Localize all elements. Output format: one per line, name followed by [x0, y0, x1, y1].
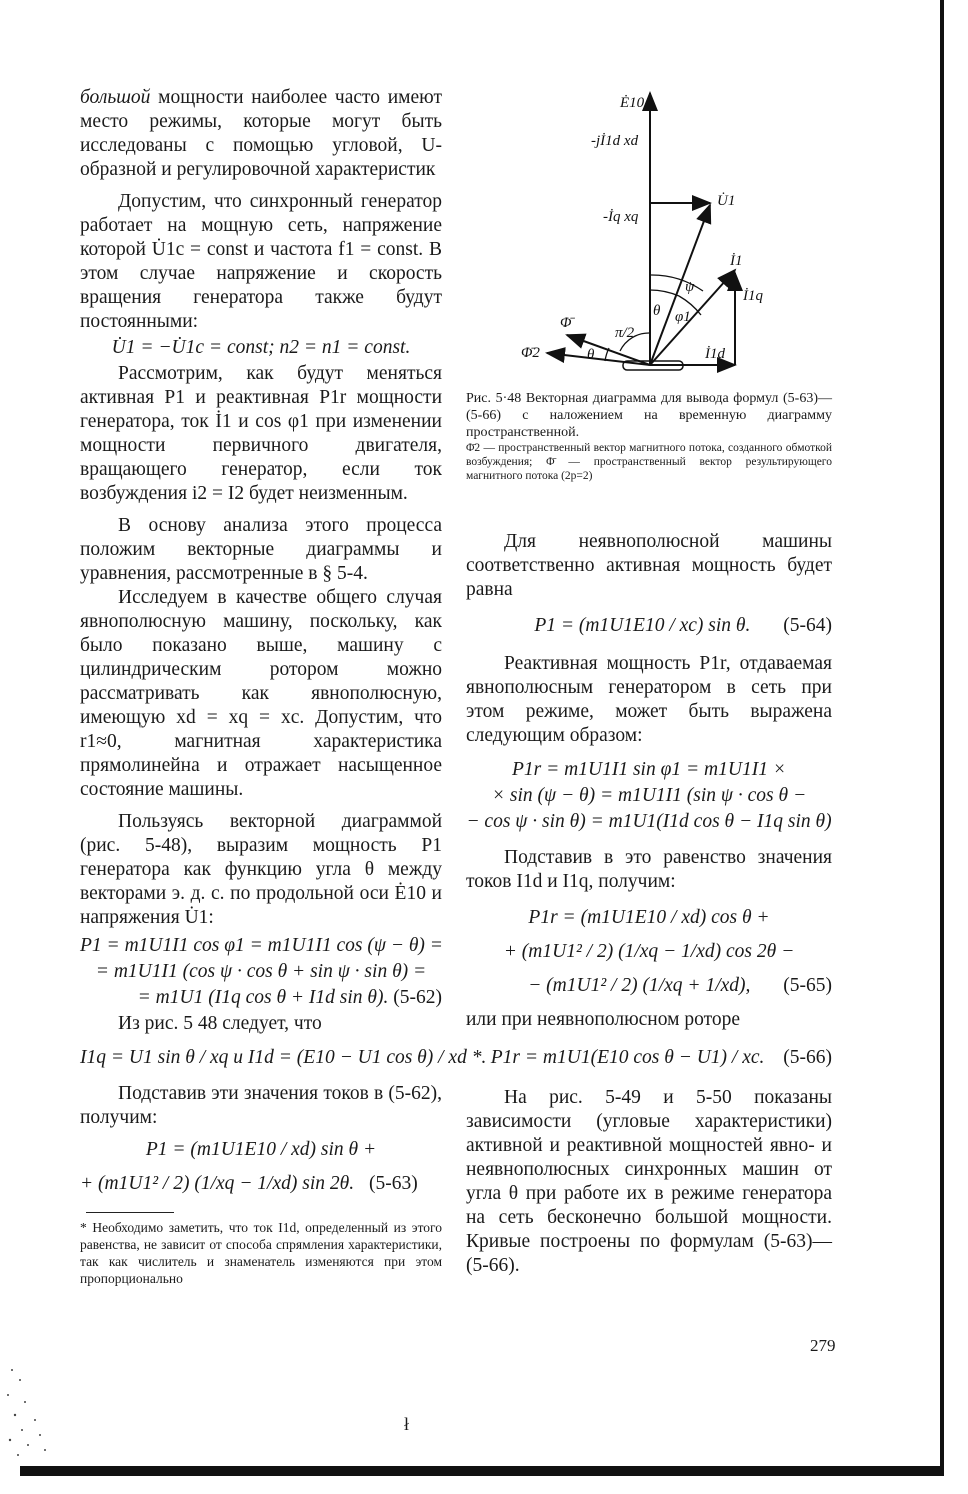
label-psi: ψ: [685, 279, 695, 295]
label-u1: U̇1: [717, 193, 736, 209]
label-i1: İ1: [730, 253, 743, 269]
equation-line: P1r = (m1U1E10 / xd) cos θ +: [528, 907, 770, 928]
label-theta: θ: [653, 303, 661, 319]
vector-diagram: [505, 85, 825, 385]
label-phi: Φ̄: [560, 315, 572, 331]
label-phi1: φ1: [675, 309, 691, 325]
equation-5-66: [466, 1046, 832, 1070]
equation-number: (5-64): [783, 615, 832, 636]
italic-word: большой: [80, 87, 151, 108]
equation: U̇1 = −U̇1c = const; n2 = n1 = const.: [111, 337, 411, 358]
paragraph: Реактивная мощность P1r, отдаваемая явнополюсным генератором в сеть при этом режиме, может быть выражена следующим образом:: [466, 653, 832, 746]
paragraph: Пользуясь векторной диаграммой (рис. 5-48), выразим мощность P1 генератора как функцию угла θ между векторами э. д. с. по продольной оси Ė10 и напряжения U̇1:: [80, 811, 442, 928]
paragraph: Для неявнополюсной машины соответственно активная мощность будет равна: [466, 531, 832, 600]
label-jIqxq: -İq xq: [603, 209, 639, 225]
scan-noise: [0, 1340, 70, 1470]
stray-mark: ł: [404, 1414, 410, 1434]
paragraph: [80, 86, 442, 182]
paragraph: В основу анализа этого процесса положим векторные диаграммы и уравнения, рассмотренные в § 5-4.: [80, 515, 442, 584]
caption-text: Рис. 5·48 Векторная диаграмма для вывода формул (5-63)—(5-66) с наложением на временную диаграмму пространственной.: [466, 391, 832, 440]
label-theta2: θ: [587, 347, 595, 363]
equation-line: × sin (ψ − θ) = m1U1I1 (sin ψ · cos θ −: [491, 785, 807, 806]
paragraph: Из рис. 5 48 следует, что: [118, 1013, 322, 1034]
paragraph: Подставив в это равенство значения токов I1d и I1q, получим:: [466, 847, 832, 892]
paragraph-text: мощности наиболее часто имеют место режимы, которые могут быть исследованы с помощью угловой, U-образной и регулировочной характеристик: [80, 87, 442, 180]
label-i1q: İ1q: [743, 288, 763, 304]
equation-number: (5-63): [368, 1173, 418, 1194]
right-column: [466, 530, 832, 1278]
equation-body: + (m1U1² / 2) (1/xq − 1/xd) sin 2θ.: [80, 1173, 355, 1194]
label-phi2: Φ̄2: [521, 345, 540, 361]
left-column: [80, 86, 487, 1287]
equation-line: [80, 986, 442, 1010]
paragraph: Рассмотрим, как будут меняться активная P1 и реактивная P1r мощности генератора, ток İ1 и cos φ1 при изменении мощности первичного двигателя, вращающего генератор, если ток возбуждения i2 = I2 будет неизменным.: [80, 363, 442, 504]
equation-line: P1r = m1U1I1 sin φ1 = m1U1I1 ×: [512, 759, 786, 780]
equation-reactive: [466, 758, 832, 834]
equation-5-64: [466, 614, 832, 638]
paragraph: На рис. 5-49 и 5-50 показаны зависимости (угловые характеристики) активной и реактивной мощностей явно- и неявнополюсных синхронных машин от угла θ при работе их в режиме генератора на сеть бесконечно большой мощности. Кривые построены по формулам (5-63)—(5-66).: [466, 1087, 832, 1276]
label-e10: Ė10: [620, 95, 645, 111]
equation-line: [80, 1172, 442, 1196]
equation-line: P1 = (m1U1E10 / xd) sin θ +: [145, 1139, 377, 1160]
equation-body: − (m1U1² / 2) (1/xq + 1/xd),: [528, 975, 751, 996]
page-number: 279: [810, 1336, 836, 1355]
equation-body: P1 = (m1U1E10 / xc) sin θ.: [534, 615, 751, 636]
equation-line: = m1U1I1 (cos ψ · cos θ + sin ψ · sin θ) =: [95, 961, 427, 982]
caption-legend: Φ̄2 — пространственный вектор магнитного потока, созданного обмоткой возбуждения; Φ̄ — пространственный вектор результирующего магнитного потока (2p=2): [466, 442, 832, 482]
equation-line: [466, 974, 832, 998]
equation-body: P1r = m1U1(E10 cos θ − U1) / xc.: [490, 1047, 765, 1068]
paragraph: или при неявнополюсном роторе: [466, 1009, 740, 1030]
equation-currents: I1q = U1 sin θ / xq и I1d = (E10 − U1 cos θ) / xd *.: [80, 1047, 487, 1068]
label-pi2: π/2: [615, 325, 635, 341]
equation-5-65: [466, 906, 832, 998]
figure-caption: [466, 390, 832, 483]
paragraph: Исследуем в качестве общего случая явнополюсную машину, поскольку, как было показано выше, машину с цилиндрическим ротором можно рассматривать как явнополюсную, имеющую xd = xq = xc. Допустим, что r1≈0, магнитная характеристика прямолинейна и отражает насыщенное состояние машины.: [80, 587, 442, 800]
equation-number: (5-66): [783, 1047, 832, 1068]
equation-number: (5-65): [783, 975, 832, 996]
arc-theta: [650, 290, 679, 296]
arc-psi: [650, 275, 703, 291]
paragraph: Подставив эти значения токов в (5-62), получим:: [80, 1083, 442, 1128]
vector-u1: [650, 205, 710, 365]
equation-5-63: [80, 1138, 442, 1196]
paragraph: Допустим, что синхронный генератор работает на мощную сеть, напряжение которой U̇1c = const и частота f1 = const. В этом случае напряжение и скорость вращения генератора также будут постоянными:: [80, 191, 442, 332]
label-jIdxd: -jİ1d xd: [591, 133, 639, 149]
equation-line: P1 = m1U1I1 cos φ1 = m1U1I1 cos (ψ − θ) =: [80, 935, 443, 956]
footnote: * Необходимо заметить, что ток I1d, определенный из этого равенства, не зависит от способа спрямления характеристики, так как числитель и знаменатель изменяются при этом пропорционально: [80, 1220, 442, 1286]
scan-edge-right: [940, 0, 944, 1475]
equation-5-62: [80, 934, 442, 1010]
equation-line: + (m1U1² / 2) (1/xq − 1/xd) cos 2θ −: [503, 941, 795, 962]
equation-body: = m1U1 (I1q cos θ + I1d sin θ).: [137, 987, 389, 1008]
footnote-rule: [86, 1212, 174, 1213]
scan-edge-bottom: [20, 1466, 944, 1476]
label-i1d: İ1d: [705, 346, 725, 362]
equation-number: (5-62): [393, 987, 442, 1008]
equation-line: − cos ψ · sin θ) = m1U1(I1d cos θ − I1q sin θ): [466, 811, 832, 832]
